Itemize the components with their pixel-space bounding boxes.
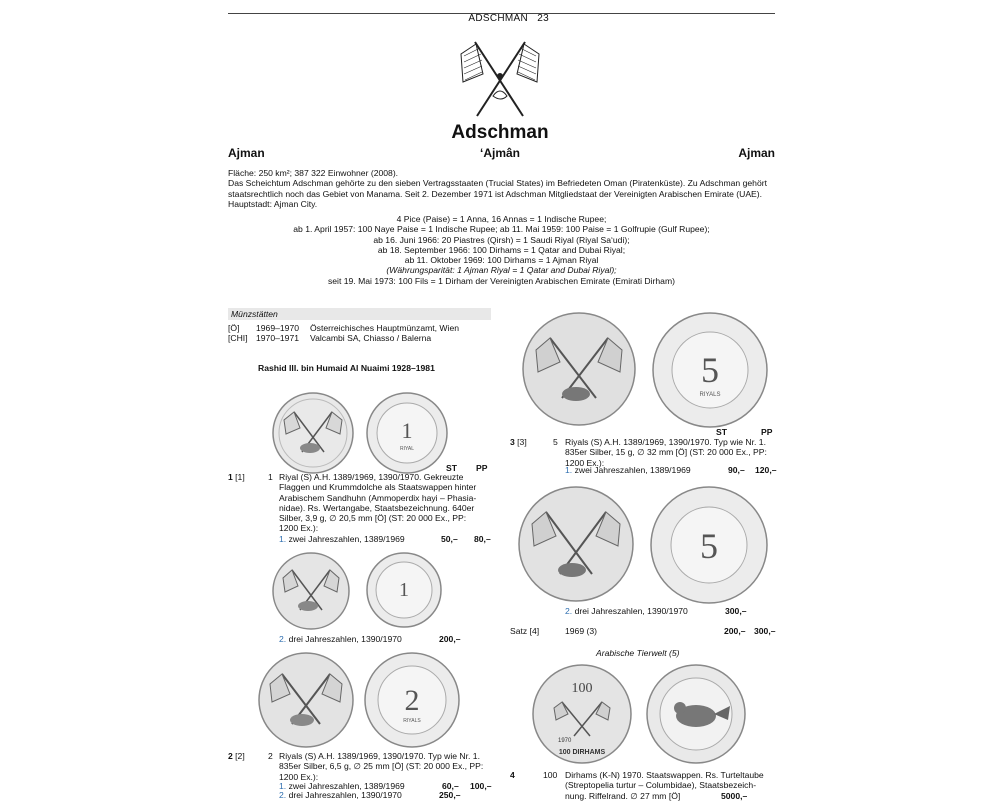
entry-number: 3 [510,437,515,447]
coin-4-year: 1970 [558,738,572,744]
desc-line: 1200 Ex.): [279,523,319,534]
coin-2-unit: RIYALS [403,718,421,724]
desc-line: nidae). Rs. Wertangabe, Staatsbezeichnung. 640er [279,502,475,513]
variant-text: zwei Jahreszahlen, 1389/1969 [288,781,405,791]
currency-line: seit 19. Mai 1973: 100 Fils = 1 Dirham der Vereinigten Arabischen Emirate (Emirati Dirham) [327,275,675,286]
entry-4-denom: 100 [543,770,558,780]
coin-1b-reverse [366,552,442,628]
mint-years: 1969–1970 [256,323,300,333]
entry-4-number [510,770,515,780]
mint-name: Österreichisches Hauptmünzamt, Wien [310,323,460,333]
coin-3b-obverse [518,486,634,602]
page-title: Adschman [451,122,549,143]
coin-1-value: 1 [401,418,413,443]
desc-line: Silber, 3,9 g, ∅ 20,5 mm [Ö] (ST: 20 000 Ex., PP: [279,513,467,524]
page-number: 23 [537,13,549,24]
coin-4-arabic-value: 100 [571,681,593,696]
entry-ref: [2] [235,751,245,761]
currency-block [228,214,775,286]
variant-st-price: 200,– [439,634,461,644]
ruler-heading: Rashid III. bin Humaid Al Nuaimi 1928–1981 [258,363,435,373]
coin-1-obverse [272,392,354,474]
entry-2-number [228,751,245,761]
variant-st-price: 250,– [439,790,461,800]
coin-1-reverse [366,392,448,474]
entry-1-denom: 1 [268,472,273,482]
desc-line: Riyals (S) A.H. 1389/1969, 1390/1970. Typ wie Nr. 1. [565,437,766,447]
coin-1b-value: 1 [399,579,409,601]
entry-3-denom: 5 [553,437,558,447]
coin-3-obverse [522,312,636,426]
desc-line: Arabischem Sandhuhn (Ammoperdix hayi – Phasia- [279,492,477,503]
mint-row [228,323,459,333]
variant-label: 2. [565,606,573,616]
col-header-st: ST [716,427,727,437]
currency-line: ab 1. April 1957: 100 Naye Paise = 1 Indische Rupee; ab 11. Mai 1959: 100 Paise = 1 Golfrupie (Gulf Rupee); [293,224,710,235]
entry-ref: [1] [235,472,245,482]
running-head-title: ADSCHMAN [468,13,529,24]
entry-number: 1 [228,472,233,482]
desc-line: 835er Silber, 6,5 g, ∅ 25 mm [Ö] (ST: 20 000 Ex., PP: [279,761,484,772]
entry-3-variant-2 [565,606,777,616]
entry-number: 4 [510,770,515,780]
col-header-pp: PP [476,463,488,473]
coin-3-reverse [652,312,768,428]
currency-line: ab 11. Oktober 1969: 100 Dirhams = 1 Ajman Riyal [404,255,599,266]
desc-line: Dirhams (K-N) 1970. Staatswappen. Rs. Turteltaube [565,770,764,780]
intro-text [228,168,775,209]
entry-3-description [565,437,780,468]
set-row [510,626,777,636]
entry-1-variant-1 [279,534,499,544]
entry-number: 2 [228,751,233,761]
variant-text: drei Jahreszahlen, 1390/1970 [574,606,688,616]
series-heading: Arabische Tierwelt (5) [596,648,680,658]
header-rule [228,13,775,24]
coin-1b-obverse [272,552,350,630]
variant-text: drei Jahreszahlen, 1390/1970 [288,790,402,800]
coin-3-value: 5 [701,350,719,390]
entry-1-number [228,472,245,482]
set-st-price: 200,– [724,626,746,636]
crossed-flags-emblem [455,36,545,120]
set-pp-price: 300,– [754,626,776,636]
coin-3b-value: 5 [700,526,718,566]
mint-code: [CHI] [228,333,248,343]
variant-text: zwei Jahreszahlen, 1389/1969 [574,465,691,475]
variant-text: zwei Jahreszahlen, 1389/1969 [288,534,405,544]
desc-line: 1200 Ex.): [279,771,319,782]
col-header-pp: PP [761,427,773,437]
coin-2-obverse [258,652,354,748]
entry-3-variant-1 [565,465,777,475]
set-label: Satz [4] [510,626,540,636]
variant-st-price: 50,– [441,534,458,544]
coin-4-reverse [646,664,746,764]
entry-ref: [3] [517,437,527,447]
entry-1-variant-2 [279,634,499,644]
desc-line: (Streptopelia turtur – Columbidae), Staatsbezeich- [565,780,757,791]
coin-3b-reverse [650,486,768,604]
variant-pp-price: 120,– [755,465,777,475]
desc-line: Riyals (S) A.H. 1389/1969, 1390/1970. Typ wie Nr. 1. [279,751,480,761]
subtitle-right: Ajman [738,146,775,160]
variant-label: 2. [279,634,287,644]
coin-4-denomination: 100 DIRHAMS [558,749,606,756]
history-paragraph: Das Scheichtum Adschman gehörte zu den sieben Vertragsstaaten (Trucial States) im Befriedeten Oman (Piratenküste). Zu Adschman gehört staatsrechtlich noch das Gebiet von Manama. Seit 2. Dezember 1971 ist Adschman Mitgliedstaat der Vereinigten Arabischen Emirate (UAE). Hauptstadt: Ajman City. [228,178,767,209]
desc-line: 835er Silber, 15 g, ∅ 32 mm [Ö] (ST: 20 000 Ex., PP: [565,447,767,458]
variant-pp-price: 100,– [470,781,492,791]
entry-2-description [279,751,494,782]
desc-line: 1200 Ex.): [565,457,605,468]
entry-2-variant-2 [279,790,499,800]
col-header-st: ST [446,463,457,473]
currency-line: ab 16. Juni 1966: 20 Piastres (Qirsh) = 1 Saudi Riyal (Riyal Sa‘udi); [373,234,630,245]
desc-line: nung. Riffelrand. ∅ 27 mm [Ö] [565,790,681,801]
currency-line: (Währungsparität: 1 Ajman Riyal = 1 Qatar and Dubai Riyal); [386,265,617,276]
price: 5000,– [721,791,748,801]
coin-3-unit: RIYALS [699,392,721,398]
subtitle-center: ‘Ajmân [480,146,521,160]
variant-label: 2. [279,790,287,800]
mint-name: Valcambi SA, Chiasso / Balerna [310,333,432,343]
desc-line: Riyal (S) A.H. 1389/1969, 1390/1970. Gekreuzte [279,472,464,482]
variant-st-price: 60,– [442,781,459,791]
coin-4-obverse [532,664,632,764]
variant-label: 1. [565,465,573,475]
currency-line: 4 Pice (Paise) = 1 Anna, 16 Annas = 1 Indische Rupee; [396,214,607,224]
coin-2-value: 2 [404,684,420,717]
variant-st-price: 90,– [728,465,745,475]
area-line: Fläche: 250 km²; 387 322 Einwohner (2008). [228,168,399,178]
entry-1-description [279,472,489,534]
variant-pp-price: 80,– [474,534,491,544]
variant-label: 1. [279,781,287,791]
entry-3-number [510,437,527,447]
mint-row [228,333,431,343]
variant-text: drei Jahreszahlen, 1390/1970 [288,634,402,644]
desc-line: Flaggen und Krummdolche als Staatswappen hinter [279,482,477,493]
variant-st-price: 300,– [725,606,747,616]
coin-2-reverse [364,652,460,748]
coin-1-unit: RIYAL [399,446,415,452]
mint-years: 1970–1971 [256,333,300,343]
mints-heading: Münzstätten [228,308,491,320]
set-year: 1969 (3) [565,626,598,636]
subtitle-left: Ajman [228,146,265,160]
currency-line: ab 18. September 1966: 100 Dirhams = 1 Qatar and Dubai Riyal; [377,244,626,255]
mint-code: [Ö] [228,323,240,333]
running-head [468,13,549,24]
variant-label: 1. [279,534,287,544]
entry-2-denom: 2 [268,751,273,761]
